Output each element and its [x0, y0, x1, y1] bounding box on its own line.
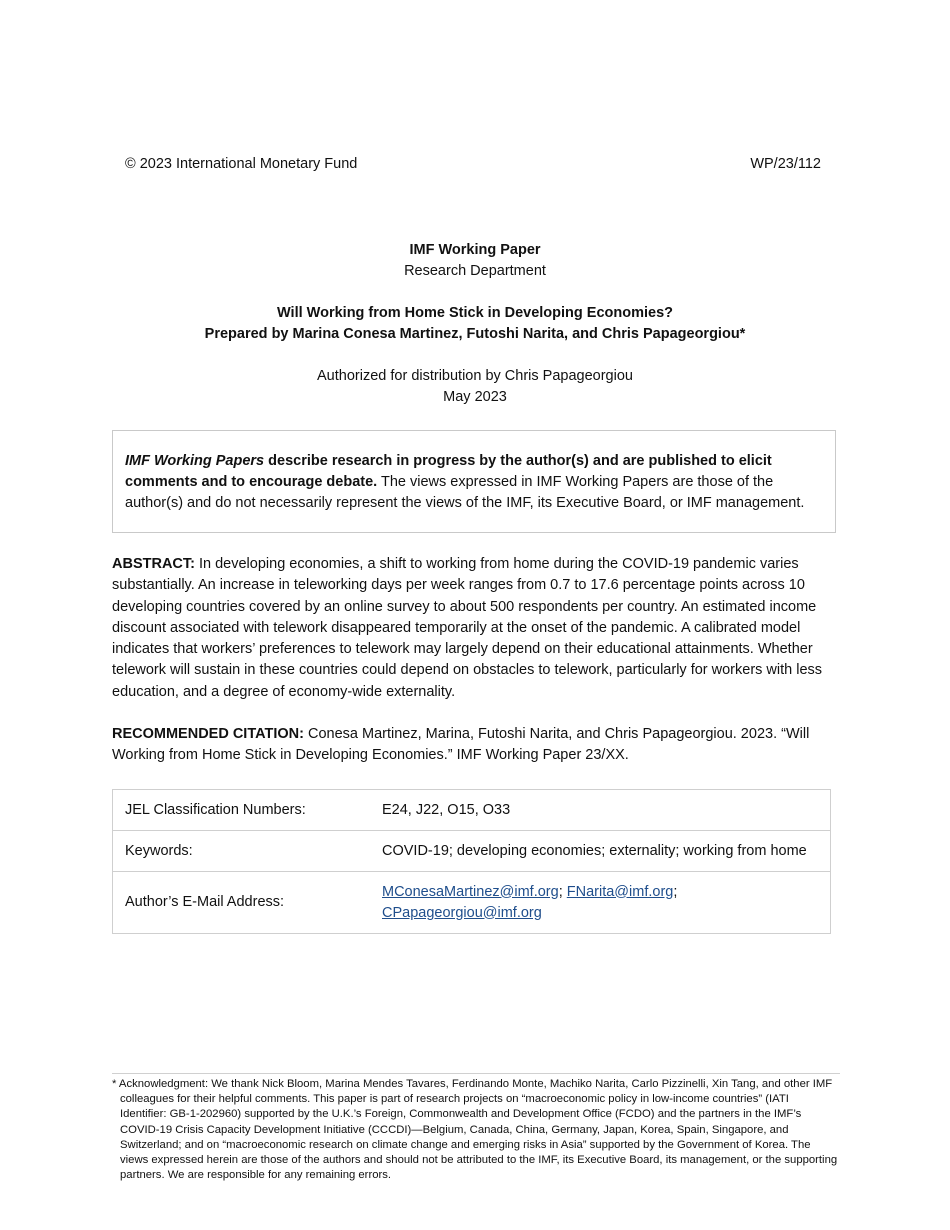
- abstract-label: ABSTRACT:: [112, 556, 195, 572]
- publication-date: May 2023: [443, 389, 507, 405]
- footnote-divider: [112, 1073, 840, 1074]
- table-row: [113, 790, 831, 831]
- authorized-by: Authorized for distribution by Chris Papageorgiou: [317, 368, 633, 384]
- disclaimer-text: The views expressed in IMF Working Papers are those of the author(s) and do not necessarily represent the views of the IMF, its Executive Board, or IMF management.: [125, 474, 805, 511]
- recommended-citation: [112, 724, 838, 767]
- email-separator: ;: [673, 883, 678, 900]
- email-separator: ;: [558, 883, 567, 900]
- email-link-narita[interactable]: FNarita@imf.org: [566, 883, 674, 900]
- prepared-by: Prepared by Marina Conesa Martinez, Futoshi Narita, and Chris Papageorgiou*: [204, 326, 746, 342]
- disclaimer-lead: IMF Working Papers: [125, 453, 265, 469]
- abstract-text: In developing economies, a shift to working from home during the COVID-19 pandemic varies substantially. An increase in teleworking days per week ranges from 0.7 to 17.6 percentage points across 10 developing countries covered by an online survey to about 500 respondents per country. An estimated income discount associated with telework disappeared temporarily at the onset of the pandemic. A calibrated model indicates that workers’ preferences to telework may largely depend on their educational attainments. Whether telework will sustain in these countries could depend on obstacles to telework, particularly for workers with less education, and a degree of economy-wide externality.: [112, 556, 823, 700]
- citation-label: RECOMMENDED CITATION:: [112, 726, 304, 742]
- disclaimer-box: [112, 430, 836, 533]
- jel-label: JEL Classification Numbers:: [113, 790, 371, 831]
- email-link-papageorgiou[interactable]: CPapageorgiou@imf.org: [382, 904, 542, 921]
- citation-text: Conesa Martinez, Marina, Futoshi Narita, and Chris Papageorgiou. 2023. “Will Working from Home Stick in Developing Economies.” IMF Working Paper 23/XX.: [112, 726, 810, 764]
- table-row: [113, 872, 831, 934]
- jel-value: E24, J22, O15, O33: [370, 790, 831, 831]
- abstract: [112, 554, 838, 703]
- info-table: [112, 789, 831, 934]
- footnote-marker: *: [112, 1078, 117, 1090]
- disclaimer-bold: describe research in progress by the author(s) and are published to elicit comments and to encourage debate.: [125, 453, 772, 490]
- paper-number: WP/23/112: [750, 156, 821, 172]
- keywords-value: COVID-19; developing economies; externality; working from home: [370, 831, 831, 872]
- table-row: [113, 831, 831, 872]
- email-link-conesa[interactable]: MConesaMartinez@imf.org: [382, 883, 559, 900]
- keywords-label: Keywords:: [113, 831, 371, 872]
- paper-title: Will Working from Home Stick in Developing Economies?: [277, 305, 673, 321]
- email-value: [370, 872, 831, 934]
- email-label: Author’s E-Mail Address:: [113, 872, 371, 934]
- footnote: [112, 1077, 838, 1183]
- footnote-text: Acknowledgment: We thank Nick Bloom, Marina Mendes Tavares, Ferdinando Monte, Machiko Narita, Carlo Pizzinelli, Xin Tang, and other IMF colleagues for their helpful comments. This paper is part of research projects on “macroeconomic policy in low-income countries” (IATI Identifier: GB-1-202960) supported by the U.K.’s Foreign, Commonwealth and Development Office (FCDO) and the partners in the IMF’s COVID-19 Crisis Capacity Development Initiative (CCCDI)—Belgium, Canada, China, Germany, Japan, Korea, Spain, Singapore, and Switzerland; and on “macroeconomic research on climate change and emerging risks in Asia” supported by the Government of Korea. The views expressed herein are those of the authors and should not be attributed to the IMF, its Executive Board, its management, or the supporting partners. We are responsible for any remaining errors.: [116, 1078, 838, 1182]
- copyright-notice: © 2023 International Monetary Fund: [125, 156, 358, 172]
- department: Research Department: [404, 263, 546, 279]
- series-title: IMF Working Paper: [409, 242, 541, 258]
